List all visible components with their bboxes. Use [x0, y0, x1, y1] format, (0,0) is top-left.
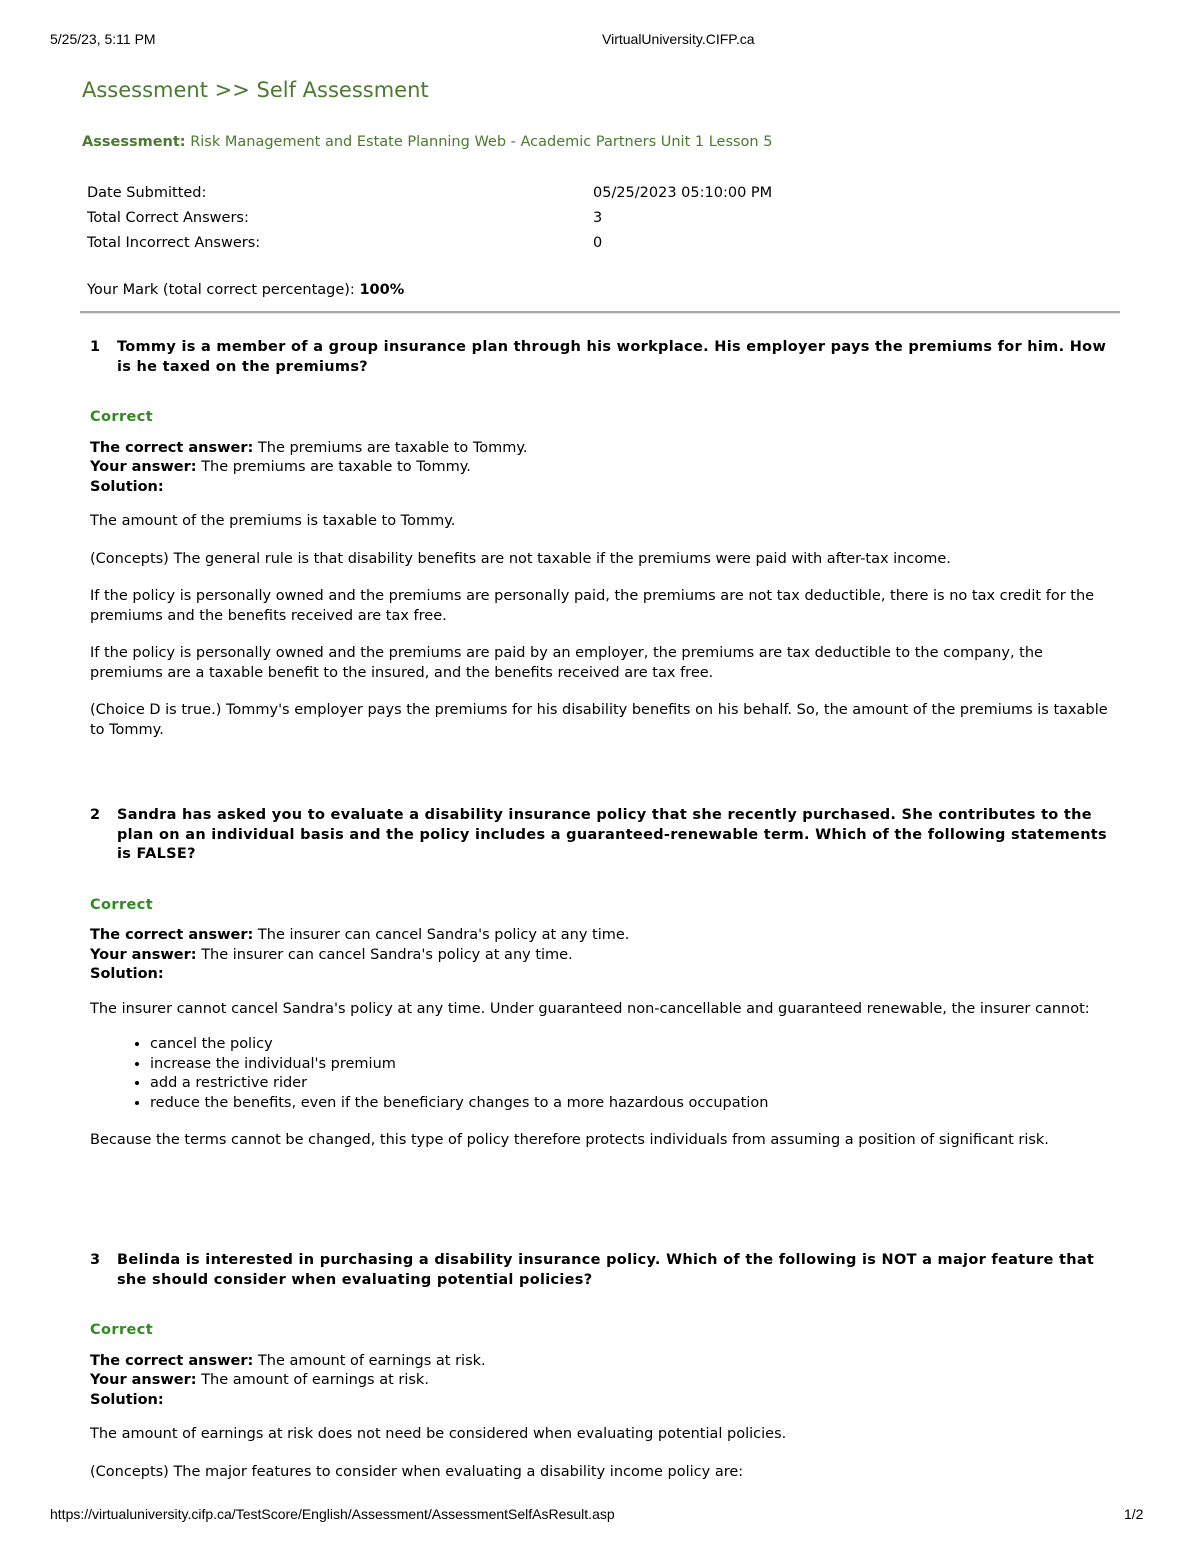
- date-submitted-label: Date Submitted:: [87, 185, 207, 201]
- your-answer-label: Your answer:: [90, 1372, 197, 1388]
- status-correct: Correct: [90, 409, 154, 425]
- mark-label: Your Mark (total correct percentage):: [87, 282, 355, 298]
- status-correct: Correct: [90, 896, 154, 913]
- print-header-site: VirtualUniversity.CIFP.ca: [602, 31, 755, 47]
- list-item: • cancel the policy: [150, 1035, 1115, 1055]
- total-correct-label: Total Correct Answers:: [87, 210, 249, 226]
- solution-paragraph: The amount of earnings at risk does not need be considered when evaluating potential policies.: [90, 1426, 787, 1442]
- your-answer-label: Your answer:: [90, 459, 197, 475]
- correct-answer-label: The correct answer:: [90, 1352, 254, 1369]
- question-1: [90, 338, 1115, 740]
- question-2: [90, 806, 1115, 1151]
- correct-answer: The premiums are taxable to Tommy.: [257, 439, 528, 456]
- your-answer-label: Your answer:: [90, 946, 197, 963]
- list-item: • increase the individual's premium: [150, 1055, 1115, 1075]
- assessment-label: Assessment:: [82, 134, 186, 150]
- correct-answer-label: The correct answer:: [90, 439, 254, 456]
- assessment-name-line: [82, 134, 772, 150]
- solution-label: Solution:: [90, 478, 164, 495]
- answer-block: [90, 926, 1115, 985]
- solution-paragraph: If the policy is personally owned and the premiums are paid by an employer, the premiums are tax deductible to the company, the premiums are a taxable benefit to the insured, and the benefits received are tax free.: [90, 645, 1043, 681]
- solution-paragraph: Because the terms cannot be changed, this type of policy therefore protects individuals from assuming a position of significant risk.: [90, 1132, 1049, 1148]
- solution-label: Solution:: [90, 966, 164, 982]
- question-number: 3: [90, 1252, 101, 1268]
- answer-block: [90, 1352, 1115, 1411]
- solution-paragraph: (Concepts) The major features to consider when evaluating a disability income policy are:: [90, 1463, 744, 1480]
- solution-paragraph: The amount of the premiums is taxable to Tommy.: [90, 513, 456, 529]
- solution-bullet-list: [90, 1035, 1115, 1113]
- separator: [80, 311, 1120, 314]
- correct-answer-label: The correct answer:: [90, 927, 254, 943]
- assessment-name: Risk Management and Estate Planning Web - Academic Partners Unit 1 Lesson 5: [190, 134, 773, 150]
- answer-block: [90, 439, 1115, 498]
- list-item: • reduce the benefits, even if the beneficiary changes to a more hazardous occupation: [150, 1094, 1115, 1114]
- your-answer: The amount of earnings at risk.: [201, 1372, 429, 1388]
- total-incorrect-label: Total Incorrect Answers:: [87, 235, 261, 251]
- page-title: Assessment >> Self Assessment: [82, 78, 429, 102]
- question-3: [90, 1251, 1115, 1482]
- mark-value: 100%: [359, 282, 405, 298]
- list-item: • add a restrictive rider: [150, 1074, 1115, 1094]
- question-header: [90, 338, 1115, 377]
- status-correct: Correct: [90, 1322, 154, 1338]
- solution-paragraph: The insurer cannot cancel Sandra's policy at any time. Under guaranteed non-cancellable and guaranteed renewable, the insurer cannot:: [90, 1000, 1090, 1017]
- total-incorrect-value: 0: [593, 235, 603, 251]
- question-text: Sandra has asked you to evaluate a disability insurance policy that she recently purchased. She contributes to the plan on an individual basis and the policy includes a guaranteed-renewable term. Which of the following statements is FALSE?: [117, 807, 1107, 862]
- total-correct-value: 3: [593, 210, 603, 226]
- solution-paragraph: If the policy is personally owned and the premiums are personally paid, the premiums are not tax deductible, there is no tax credit for the premiums and the benefits received are tax free.: [90, 588, 1095, 624]
- mark-line: [87, 282, 404, 298]
- your-answer: The insurer can cancel Sandra's policy at any time.: [201, 946, 573, 963]
- question-header: [90, 806, 1115, 865]
- your-answer: The premiums are taxable to Tommy.: [201, 459, 471, 475]
- solution-paragraph: (Choice D is true.) Tommy's employer pays the premiums for his disability benefits on his behalf. So, the amount of the premiums is taxable to Tommy.: [90, 702, 1108, 738]
- question-text: Tommy is a member of a group insurance plan through his workplace. His employer pays the premiums for him. How is he taxed on the premiums?: [117, 339, 1107, 375]
- date-submitted-value: 05/25/2023 05:10:00 PM: [593, 185, 773, 201]
- question-header: [90, 1251, 1115, 1290]
- question-number: 2: [90, 807, 101, 823]
- print-header-date: 5/25/23, 5:11 PM: [50, 31, 156, 47]
- solution-label: Solution:: [90, 1391, 164, 1408]
- correct-answer: The amount of earnings at risk.: [257, 1352, 486, 1369]
- question-number: 1: [90, 339, 101, 355]
- print-footer-url: https://virtualuniversity.cifp.ca/TestScore/English/Assessment/AssessmentSelfAsResult.asp: [50, 1506, 615, 1522]
- print-footer-page: 1/2: [1124, 1506, 1144, 1522]
- correct-answer: The insurer can cancel Sandra's policy at any time.: [257, 927, 630, 943]
- question-text: Belinda is interested in purchasing a disability insurance policy. Which of the following is NOT a major feature that she should consider when evaluating potential policies?: [117, 1252, 1095, 1288]
- solution-paragraph: (Concepts) The general rule is that disability benefits are not taxable if the premiums were paid with after-tax income.: [90, 550, 951, 567]
